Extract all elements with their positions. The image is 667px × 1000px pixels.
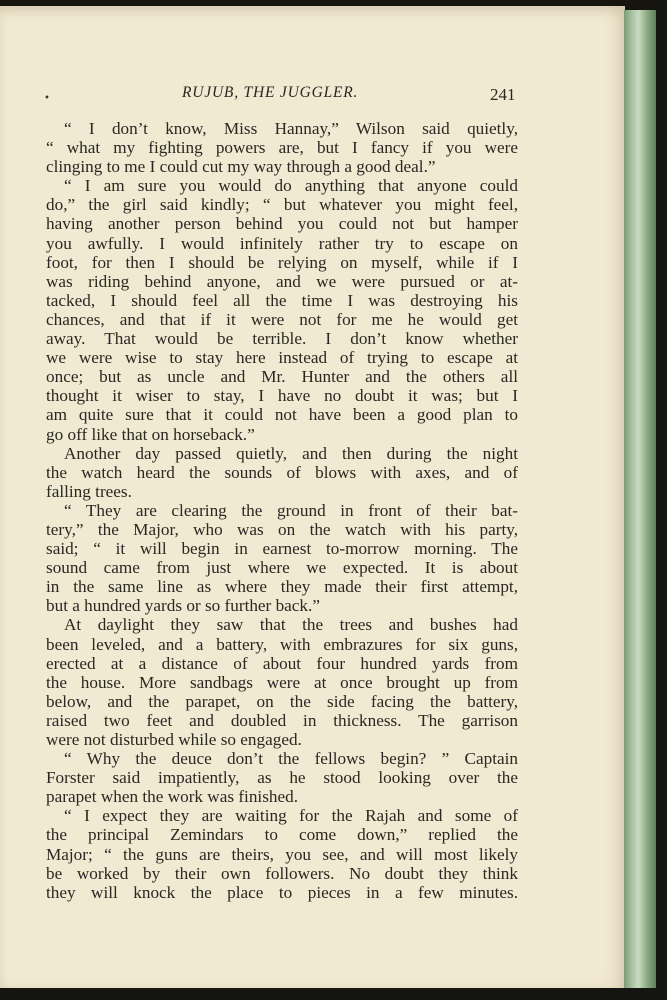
margin-mark: •	[44, 93, 50, 104]
text-line: Major; “ the guns are theirs, you see, and will most likely	[46, 844, 518, 864]
text-line: been leveled, and a battery, with embrazures for six guns,	[46, 634, 518, 654]
text-line: were not disturbed while so engaged.	[46, 730, 302, 749]
text-line: the house. More sandbags were at once brought up from	[46, 672, 518, 692]
text-line: was riding behind anyone, and we were pursued or at-	[46, 271, 518, 291]
running-head: RUJUB, THE JUGGLER.	[182, 84, 359, 101]
page-number: 241	[490, 85, 516, 104]
text-line: sound came from just where we expected. It is about	[46, 558, 518, 578]
text-line: tacked, I should feel all the time I was destroying his	[46, 290, 518, 310]
scan-border-bottom	[0, 988, 667, 1000]
text-line: Another day passed quietly, and then during the night	[64, 443, 518, 463]
text-line: falling trees.	[46, 481, 132, 501]
text-line: be worked by their own followers. No doubt they think	[46, 863, 518, 883]
text-line: “ what my fighting powers are, but I fancy if you were	[46, 138, 518, 158]
text-line: but a hundred yards or so further back.”	[46, 596, 320, 616]
text-line: below, and the parapet, on the side facing the battery,	[46, 691, 518, 711]
text-line: Forster said impatiently, as he stood looking over the	[46, 768, 518, 788]
text-line: in the same line as where they made their first attempt,	[46, 577, 518, 597]
text-line: the watch heard the sounds of blows with axes, and of	[46, 462, 518, 482]
text-line: “ Why the deuce don’t the fellows begin? ” Captain	[64, 749, 518, 769]
text-line: foot, for then I should be relying on myself, while if I	[46, 252, 518, 272]
book-cover-edge	[656, 0, 667, 1000]
text-line: do,” the girl said kindly; “ but whatever you might feel,	[46, 195, 518, 215]
text-line: we were wise to stay here instead of trying to escape at	[46, 348, 518, 368]
text-line: having another person behind you could not but hamper	[46, 214, 518, 234]
text-line: clinging to me I could cut my way through a good deal.”	[46, 157, 436, 177]
text-line: away. That would be terrible. I don’t know whether	[46, 329, 518, 349]
text-line: said; “ it will begin in earnest to-morrow morning. The	[46, 539, 518, 559]
text-line: chances, and that if it were not for me he would get	[46, 309, 518, 329]
body-text	[46, 119, 518, 902]
text-line: they will knock the place to pieces in a few minutes.	[46, 882, 518, 902]
text-line: you awfully. I would infinitely rather try to escape on	[46, 233, 518, 253]
text-line: thought it wiser to stay, I have no doubt it was; but I	[46, 386, 518, 406]
text-line: erected at a distance of about four hundred yards from	[46, 653, 518, 673]
text-line: “ I expect they are waiting for the Rajah and some of	[64, 806, 518, 826]
text-line: “ I don’t know, Miss Hannay,” Wilson said quietly,	[64, 119, 518, 138]
text-line: parapet when the work was finished.	[46, 787, 299, 807]
text-line: go off like that on horseback.”	[46, 424, 255, 444]
text-line: “ They are clearing the ground in front of their bat-	[64, 500, 518, 520]
text-line: tery,” the Major, who was on the watch with his party,	[46, 519, 518, 539]
page-edge-stack	[624, 10, 656, 988]
text-line: once; but as uncle and Mr. Hunter and the others all	[46, 367, 518, 387]
text-line: raised two feet and doubled in thickness. The garrison	[46, 710, 518, 730]
text-line: At daylight they saw that the trees and bushes had	[64, 615, 518, 635]
text-line: “ I am sure you would do anything that anyone could	[64, 176, 518, 196]
text-line: the principal Zemindars to come down,” replied the	[46, 825, 518, 845]
text-line: am quite sure that it could not have been a good plan to	[46, 405, 518, 425]
